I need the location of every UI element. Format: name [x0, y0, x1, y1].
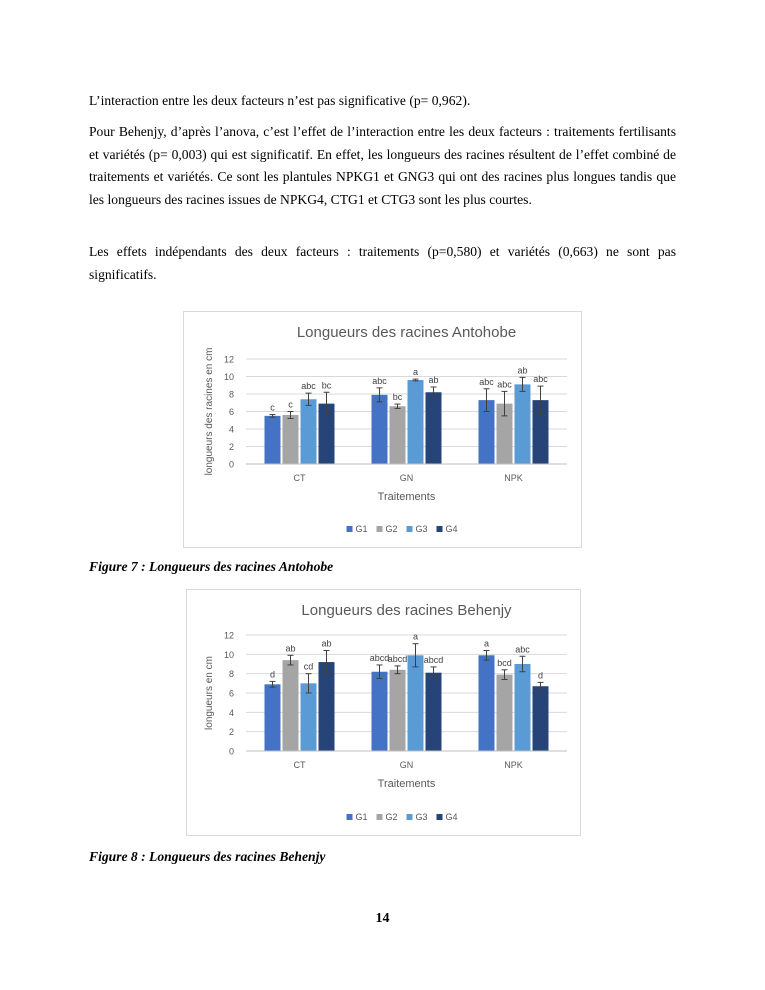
antohobe-bar-npk-g3	[515, 384, 531, 464]
antohobe-significance-label: abc	[301, 381, 316, 392]
antohobe-x-tick-label: GN	[399, 473, 414, 483]
antohobe-significance-label: abc	[497, 379, 512, 390]
antohobe-y-axis-label: longueurs des racines en cm	[204, 347, 215, 476]
behenjy-significance-label: ab	[285, 643, 296, 654]
antohobe-bar-gn-g3	[408, 380, 424, 464]
behenjy-significance-label: cd	[303, 661, 314, 672]
behenjy-y-tick-label: 8	[228, 669, 234, 680]
behenjy-legend-swatch-g2	[377, 814, 383, 820]
antohobe-y-tick-label: 10	[223, 372, 234, 382]
behenjy-significance-label: d	[269, 669, 276, 680]
antohobe-significance-label: abc	[533, 374, 548, 385]
behenjy-significance-label: a	[412, 631, 419, 642]
chart-antohobe	[183, 311, 582, 548]
behenjy-x-tick-label: NPK	[504, 760, 523, 770]
antohobe-significance-label: ab	[517, 365, 528, 376]
antohobe-significance-label: bc	[392, 392, 403, 403]
antohobe-y-tick-label: 8	[228, 389, 234, 400]
antohobe-significance-label: bc	[321, 380, 332, 391]
behenjy-significance-label: ab	[321, 638, 332, 649]
behenjy-bar-gn-g2	[390, 670, 406, 751]
behenjy-legend-swatch-g4	[437, 814, 443, 820]
behenjy-x-tick-label: CT	[293, 760, 306, 770]
behenjy-bar-gn-g4	[426, 673, 442, 751]
antohobe-legend-swatch-g3	[407, 526, 413, 532]
antohobe-x-axis-label: Traitements	[377, 491, 436, 503]
behenjy-y-axis-label: longueurs en cm	[204, 656, 215, 730]
behenjy-title: Longueurs des racines Behenjy	[301, 602, 512, 619]
paragraph-interaction: L’interaction entre les deux facteurs n’est pas significative (p= 0,962).	[89, 93, 471, 108]
antohobe-legend-swatch-g2	[377, 526, 383, 532]
antohobe-significance-label: abc	[372, 375, 387, 386]
behenjy-significance-label: d	[537, 670, 544, 681]
figure-8-caption: Figure 8 : Longueurs des racines Behenjy	[89, 849, 326, 864]
behenjy-bar-npk-g2	[497, 675, 513, 751]
antohobe-y-tick-label: 2	[228, 442, 234, 452]
antohobe-significance-label: a	[412, 367, 419, 378]
antohobe-bar-gn-g1	[372, 395, 388, 464]
antohobe-x-tick-label: NPK	[504, 473, 523, 483]
antohobe-bar-gn-g4	[426, 392, 442, 464]
paragraph-independent-effects: Les effets indépendants des deux facteurs : traitements (p=0,580) et variétés (0,663) ne sont pas significatifs.	[89, 244, 676, 282]
behenjy-y-tick-label: 4	[228, 707, 234, 718]
antohobe-bar-ct-g2	[283, 415, 299, 464]
antohobe-legend-label: G1	[355, 524, 368, 534]
antohobe-bar-ct-g1	[265, 416, 281, 464]
chart-behenjy	[186, 589, 581, 836]
antohobe-bar-ct-g3	[301, 399, 317, 464]
paragraph-behenjy: Pour Behenjy, d’après l’anova, c’est l’effet de l’interaction entre les deux facteurs : traitements fertilisants et variétés (p= 0,003) qui est significatif. En effet, les longueurs des racines résultent de l’effet combiné de traitements et variétés. Ce sont les plantules NPKG1 et GNG3 qui ont des racines plus longues tandis que les longueurs des racines issues de NPKG4, CTG1 et CTG3 sont les plus courtes.	[89, 124, 676, 207]
behenjy-y-tick-label: 0	[228, 746, 234, 757]
antohobe-y-tick-label: 12	[223, 354, 234, 365]
antohobe-x-tick-label: CT	[293, 473, 306, 483]
behenjy-significance-label: a	[483, 638, 490, 649]
antohobe-legend-swatch-g1	[347, 526, 353, 532]
behenjy-bar-gn-g3	[408, 655, 424, 751]
antohobe-legend-swatch-g4	[437, 526, 443, 532]
figure-7-caption: Figure 7 : Longueurs des racines Antohobe	[89, 559, 334, 574]
antohobe-legend-label: G4	[445, 524, 458, 534]
behenjy-legend-label: G1	[355, 812, 368, 822]
behenjy-legend-label: G4	[445, 812, 458, 822]
behenjy-legend-label: G3	[415, 812, 428, 822]
behenjy-bar-ct-g1	[265, 684, 281, 751]
behenjy-significance-label: abc	[515, 644, 530, 655]
antohobe-y-tick-label: 6	[228, 407, 234, 417]
chart-antohobe-svg	[184, 312, 581, 547]
behenjy-bar-npk-g4	[533, 686, 549, 751]
behenjy-bar-ct-g4	[319, 662, 335, 751]
behenjy-y-tick-label: 6	[228, 688, 234, 699]
antohobe-legend-label: G3	[415, 524, 428, 534]
behenjy-significance-label: abcd	[387, 653, 408, 664]
behenjy-y-tick-label: 10	[223, 649, 234, 660]
behenjy-significance-label: bcd	[497, 657, 512, 668]
behenjy-x-axis-label: Traitements	[377, 778, 436, 790]
behenjy-x-tick-label: GN	[399, 760, 414, 770]
antohobe-significance-label: c	[288, 399, 293, 410]
antohobe-legend-label: G2	[385, 524, 398, 534]
behenjy-y-tick-label: 2	[228, 727, 234, 738]
behenjy-significance-label: abcd	[423, 654, 444, 665]
page-number: 14	[375, 911, 390, 926]
antohobe-y-tick-label: 4	[228, 424, 234, 435]
behenjy-y-tick-label: 12	[223, 630, 234, 641]
behenjy-legend-swatch-g1	[347, 814, 353, 820]
antohobe-bar-gn-g2	[390, 406, 406, 464]
behenjy-bar-npk-g1	[479, 655, 495, 751]
behenjy-legend-label: G2	[385, 812, 398, 822]
antohobe-significance-label: ab	[428, 375, 439, 385]
behenjy-significance-label: abcd	[369, 652, 390, 663]
chart-behenjy-svg	[187, 590, 580, 835]
antohobe-title: Longueurs des racines Antohobe	[296, 324, 517, 341]
antohobe-significance-label: abc	[479, 376, 494, 387]
antohobe-significance-label: c	[270, 402, 275, 413]
behenjy-bar-npk-g3	[515, 664, 531, 751]
behenjy-bar-gn-g1	[372, 672, 388, 751]
behenjy-bar-ct-g2	[283, 660, 299, 751]
behenjy-legend-swatch-g3	[407, 814, 413, 820]
antohobe-y-tick-label: 0	[228, 459, 234, 470]
